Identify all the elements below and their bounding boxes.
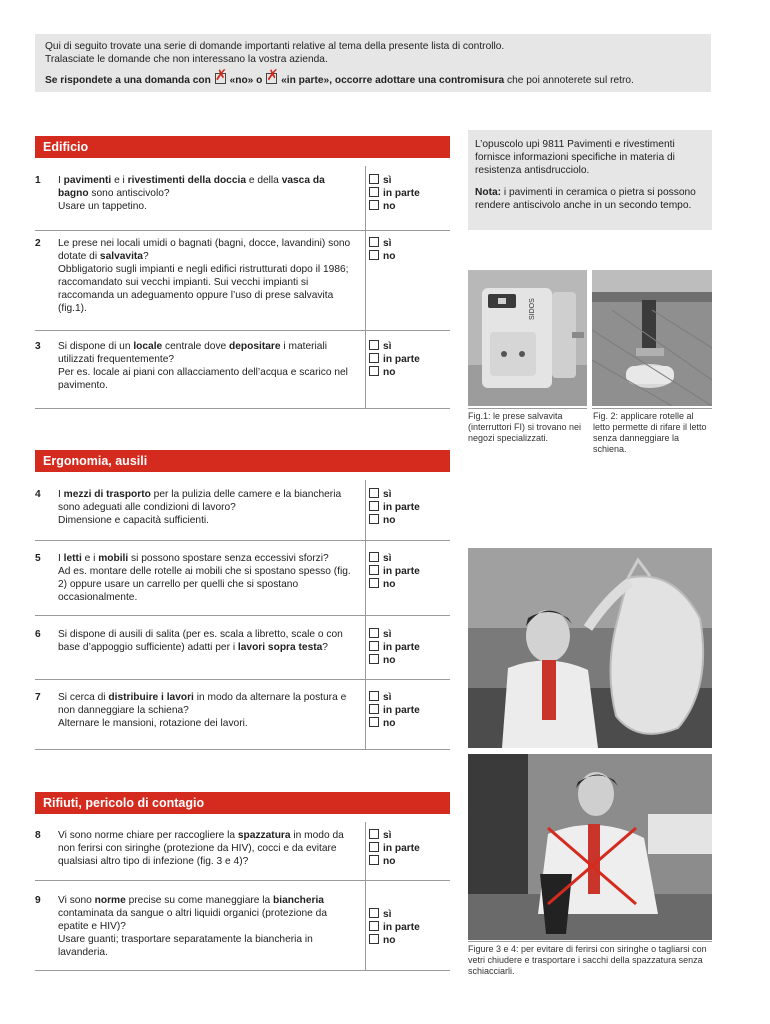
caption-rule (592, 408, 712, 409)
answer-options (369, 237, 395, 263)
question-number: 4 (35, 489, 41, 500)
option-si[interactable]: sì (369, 340, 420, 353)
checkbox-icon[interactable] (369, 842, 379, 852)
checkbox-icon[interactable] (369, 200, 379, 210)
bed-roller-illustration (592, 270, 712, 406)
bin-crossed-illustration (468, 754, 712, 940)
question-text: I mezzi di trasporto per la pulizia delle camere e la biancheria sono adeguati alle condizioni di lavoro? Dimensione e capacità sufficienti. (58, 489, 342, 526)
row-divider (35, 880, 450, 881)
intro-line-1: Qui di seguito trovate una serie di domande importanti relative al tema della presente lista di controllo. (45, 41, 505, 52)
question-number: 7 (35, 692, 41, 703)
checkbox-icon[interactable] (369, 174, 379, 184)
question-text: Si dispone di un locale centrale dove depositare i materiali utilizzati frequentemente? Per es. locale ai piani con allacciamento dell’acqua e scarico nel pavimento. (58, 341, 348, 391)
checkbox-icon[interactable] (369, 641, 379, 651)
option-in-parte[interactable]: in parte (369, 842, 420, 855)
checkbox-icon[interactable] (369, 514, 379, 524)
checkbox-icon[interactable] (369, 921, 379, 931)
option-no[interactable]: no (369, 250, 395, 263)
intro-box (35, 34, 711, 92)
photo-safety-socket (468, 270, 587, 406)
section-header-edificio (35, 136, 450, 158)
option-si[interactable]: sì (369, 174, 420, 187)
option-in-parte[interactable]: in parte (369, 353, 420, 366)
question-number: 2 (35, 238, 41, 249)
question-text: I pavimenti e i rivestimenti della doccia e della vasca da bagno sono antiscivolo? Usare un tappetino. (58, 175, 325, 212)
question-text: Vi sono norme precise su come maneggiare la biancheria contaminata da sangue o altri liquidi organici (protezione da epatite e HIV)? Usare guanti; trasportare separatamente la biancheria in lavanderia. (58, 895, 328, 958)
question-text: Vi sono norme chiare per raccogliere la spazzatura in modo da non ferirsi con siringhe (protezione da HIV), cocci e da evitare qualsiasi altro tipo di infezione (fig. 3 e 4)? (58, 830, 344, 867)
checkbox-icon[interactable] (369, 578, 379, 588)
row-divider (35, 408, 450, 409)
checkbox-icon[interactable] (369, 250, 379, 260)
checkbox-icon[interactable] (369, 855, 379, 865)
row-divider (35, 749, 450, 750)
column-divider (365, 822, 366, 970)
option-no[interactable]: no (369, 934, 420, 947)
garbage-bag-illustration (468, 548, 712, 748)
answer-options (369, 552, 420, 591)
answer-options (369, 174, 420, 213)
option-no[interactable]: no (369, 200, 420, 213)
option-si[interactable]: sì (369, 908, 420, 921)
row-divider (35, 679, 450, 680)
option-no[interactable]: no (369, 855, 420, 868)
column-divider (365, 166, 366, 409)
question-number: 3 (35, 341, 41, 352)
answer-options (369, 340, 420, 379)
checkbox-icon[interactable] (369, 717, 379, 727)
info-text: L’opuscolo upi 9811 Pavimenti e rivestimenti fornisce informazioni specifiche in materia di resistenza antisdrucciolo. (475, 139, 675, 176)
intro-tail: che poi annoterete sul retro. (504, 75, 634, 86)
socket-adapter-illustration (468, 270, 587, 406)
intro-line-2: Tralasciate le domande che non interessano la vostra azienda. (45, 54, 328, 65)
checkbox-icon[interactable] (369, 353, 379, 363)
option-in-parte[interactable]: in parte (369, 704, 420, 717)
checkbox-icon[interactable] (369, 691, 379, 701)
option-in-parte[interactable]: in parte (369, 641, 420, 654)
option-si[interactable]: sì (369, 628, 420, 641)
checkbox-icon[interactable] (369, 501, 379, 511)
answer-options (369, 691, 420, 730)
row-divider (35, 540, 450, 541)
checkbox-icon[interactable] (369, 552, 379, 562)
option-si[interactable]: sì (369, 488, 420, 501)
checkbox-icon[interactable] (369, 628, 379, 638)
info-note: Nota: i pavimenti in ceramica o pietra si possono rendere antiscivolo anche in un secondo tempo. (475, 187, 696, 211)
question-text: Si cerca di distribuire i lavori in modo da alternare la postura e non danneggiare la schiena? Alternare le mansioni, rotazione dei lavori. (58, 692, 347, 729)
option-in-parte[interactable]: in parte (369, 921, 420, 934)
question-text: I letti e i mobili si possono spostare senza eccessivi sforzi? Ad es. montare delle rotelle ai mobili che si spostano spesso (fig. 2) oppure usare un carrello per quelli che si spostano occasionalmente. (58, 553, 351, 603)
intro-bold-a: Se rispondete a una domanda con (45, 75, 211, 86)
option-si[interactable]: sì (369, 237, 395, 250)
checkbox-icon[interactable] (369, 908, 379, 918)
question-number: 9 (35, 895, 41, 906)
row-divider (35, 970, 450, 971)
option-in-parte[interactable]: in parte (369, 501, 420, 514)
checkbox-icon[interactable] (369, 366, 379, 376)
question-number: 5 (35, 553, 41, 564)
row-divider (35, 330, 450, 331)
answer-options (369, 908, 420, 947)
option-si[interactable]: sì (369, 552, 420, 565)
option-in-parte[interactable]: in parte (369, 187, 420, 200)
checkbox-icon[interactable] (369, 237, 379, 247)
intro-bold-b: «no» o (229, 75, 263, 86)
intro-bold-c: «in parte», occorre adottare una contromisura (281, 75, 505, 86)
checkbox-icon[interactable] (369, 340, 379, 350)
caption-fig34: Figure 3 e 4: per evitare di ferirsi con siringhe o tagliarsi con vetri chiudere e trasportare i sacchi della spazzatura senza schiacciarli. (468, 944, 707, 976)
question-number: 6 (35, 629, 41, 640)
photo-bed-roller (592, 270, 712, 406)
answer-options (369, 488, 420, 527)
row-divider (35, 230, 450, 231)
option-no[interactable]: no (369, 578, 420, 591)
option-si[interactable]: sì (369, 691, 420, 704)
answer-options (369, 628, 420, 667)
caption-rule (468, 941, 712, 942)
option-in-parte[interactable]: in parte (369, 565, 420, 578)
option-no[interactable]: no (369, 366, 420, 379)
section-title: Rifiuti, pericolo di contagio (43, 796, 205, 810)
question-number: 8 (35, 830, 41, 841)
checkbox-icon[interactable] (369, 565, 379, 575)
intro-line-3 (45, 73, 634, 87)
caption-rule (468, 408, 587, 409)
photo-garbage-bag (468, 548, 712, 748)
question-number: 1 (35, 175, 41, 186)
question-text: Le prese nei locali umidi o bagnati (bagni, docce, lavandini) sono dotate di salvavita? Obbligatorio sugli impianti e negli edifici ristrutturati dopo il 1986; raccomandato sui vecchi impianti. Sui vecchi impianti si raccomanda un adeguamento oppure l’uso di prese salvavita (fig.1). (58, 238, 351, 314)
info-box (468, 130, 712, 230)
section-header-ergonomia (35, 450, 450, 472)
photo-bin-crossed (468, 754, 712, 940)
question-text: Si dispone di ausili di salita (per es. scala a libretto, scale o con base d’appoggio sufficiente) adatti per i lavori sopra testa? (58, 629, 343, 653)
crossed-box-icon (266, 73, 277, 84)
crossed-box-icon (215, 73, 226, 84)
row-divider (35, 615, 450, 616)
answer-options (369, 829, 420, 868)
checkbox-icon[interactable] (369, 488, 379, 498)
caption-fig2: Fig. 2: applicare rotelle al letto permette di rifare il letto senza danneggiare la schiena. (593, 411, 707, 454)
checkbox-icon[interactable] (369, 654, 379, 664)
caption-fig1: Fig.1: le prese salvavita (interruttori FI) si trovano nei negozi specializzati. (468, 411, 582, 443)
option-no[interactable]: no (369, 514, 420, 527)
checkbox-icon[interactable] (369, 934, 379, 944)
option-si[interactable]: sì (369, 829, 420, 842)
section-title: Edificio (43, 140, 89, 154)
option-no[interactable]: no (369, 717, 420, 730)
section-header-rifiuti (35, 792, 450, 814)
adapter-brand-label: SIDOS (529, 298, 536, 320)
checkbox-icon[interactable] (369, 704, 379, 714)
checkbox-icon[interactable] (369, 829, 379, 839)
checkbox-icon[interactable] (369, 187, 379, 197)
option-no[interactable]: no (369, 654, 420, 667)
section-title: Ergonomia, ausili (43, 454, 148, 468)
